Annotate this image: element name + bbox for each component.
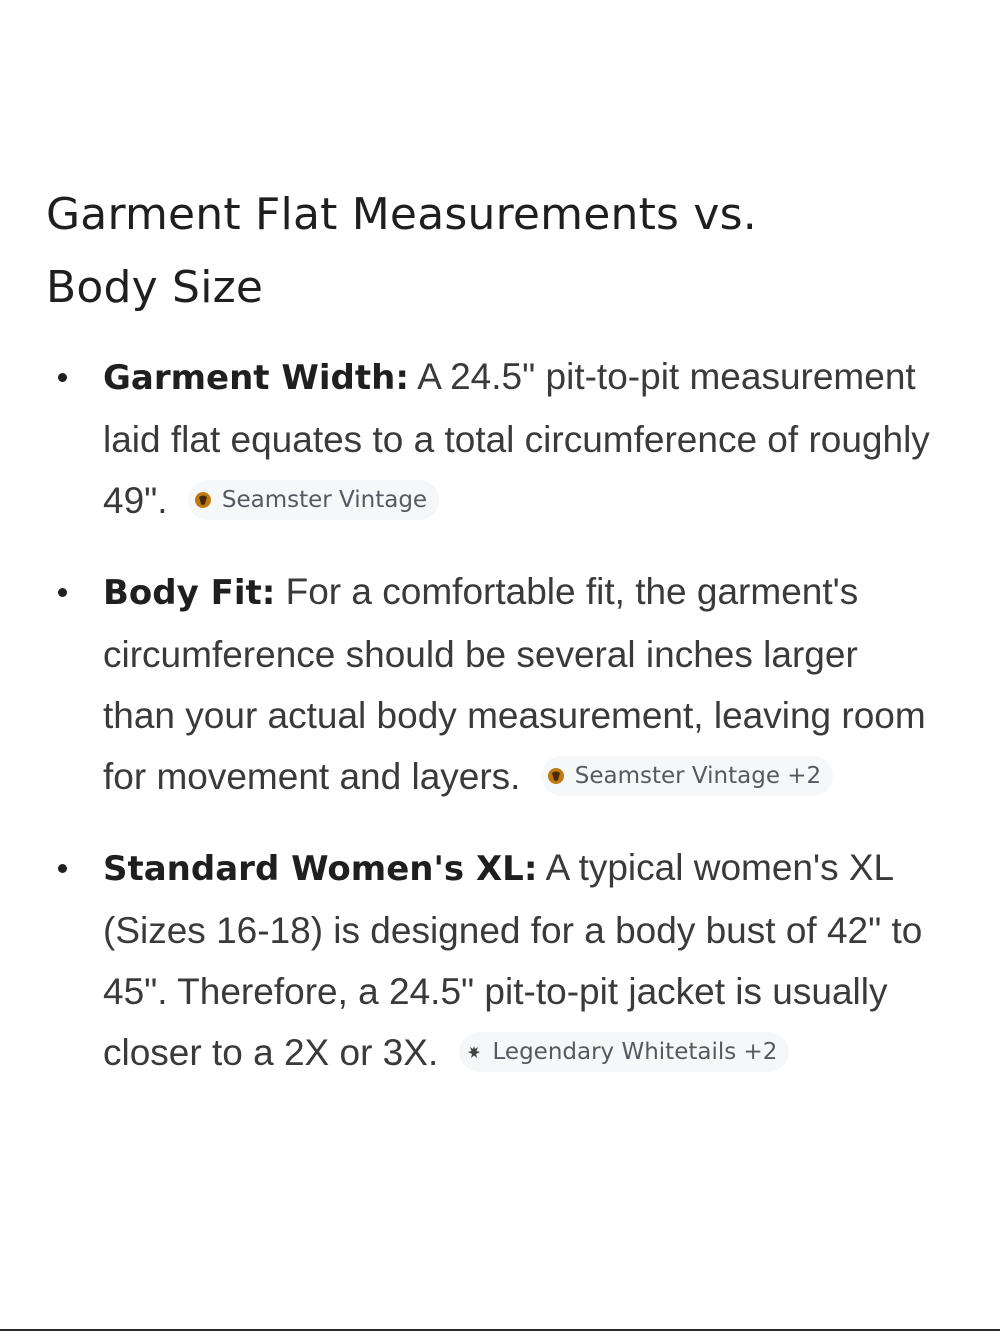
list-item-body-fit: [46, 561, 939, 807]
source-name: Seamster Vintage +2: [574, 763, 822, 789]
source-name: Legendary Whitetails +2: [492, 1039, 778, 1065]
list-item-garment-width: [46, 346, 939, 531]
source-name: Seamster Vintage: [221, 487, 428, 513]
source-chip-seamster-vintage-plus[interactable]: [541, 756, 833, 796]
section-heading: Garment Flat Measurements vs. Body Size: [46, 189, 757, 313]
bullet-dot: [58, 588, 67, 597]
source-chip-seamster-vintage[interactable]: [188, 480, 439, 520]
bullet-text: A typical women's XL (Sizes 16-18) is designed for a body bust of 42" to 45". Therefore, a 24.5" pit-to-pit jacket is usually closer to a 2X or 3X.: [103, 847, 923, 1073]
bullet-lead: Body Fit:: [103, 573, 276, 613]
bullet-text: For a comfortable fit, the garment's circumference should be several inches larger than your actual body measurement, leaving room for movement and layers.: [103, 571, 926, 797]
bullet-text: A 24.5" pit-to-pit measurement laid flat equates to a total circumference of roughly 49".: [103, 356, 930, 521]
source-chip-legendary-whitetails[interactable]: [459, 1032, 790, 1072]
seamster-vintage-icon: [547, 767, 565, 785]
bullet-lead: Standard Women's XL:: [103, 849, 538, 889]
ai-answer-section: [46, 178, 946, 1113]
bullet-dot: [58, 373, 67, 382]
bullet-lead: Garment Width:: [103, 358, 409, 398]
seamster-vintage-icon: [194, 491, 212, 509]
legendary-whitetails-icon: [465, 1043, 483, 1061]
bullet-dot: [58, 864, 67, 873]
list-item-standard-womens-xl: [46, 837, 939, 1083]
bullet-list: [46, 346, 946, 1083]
